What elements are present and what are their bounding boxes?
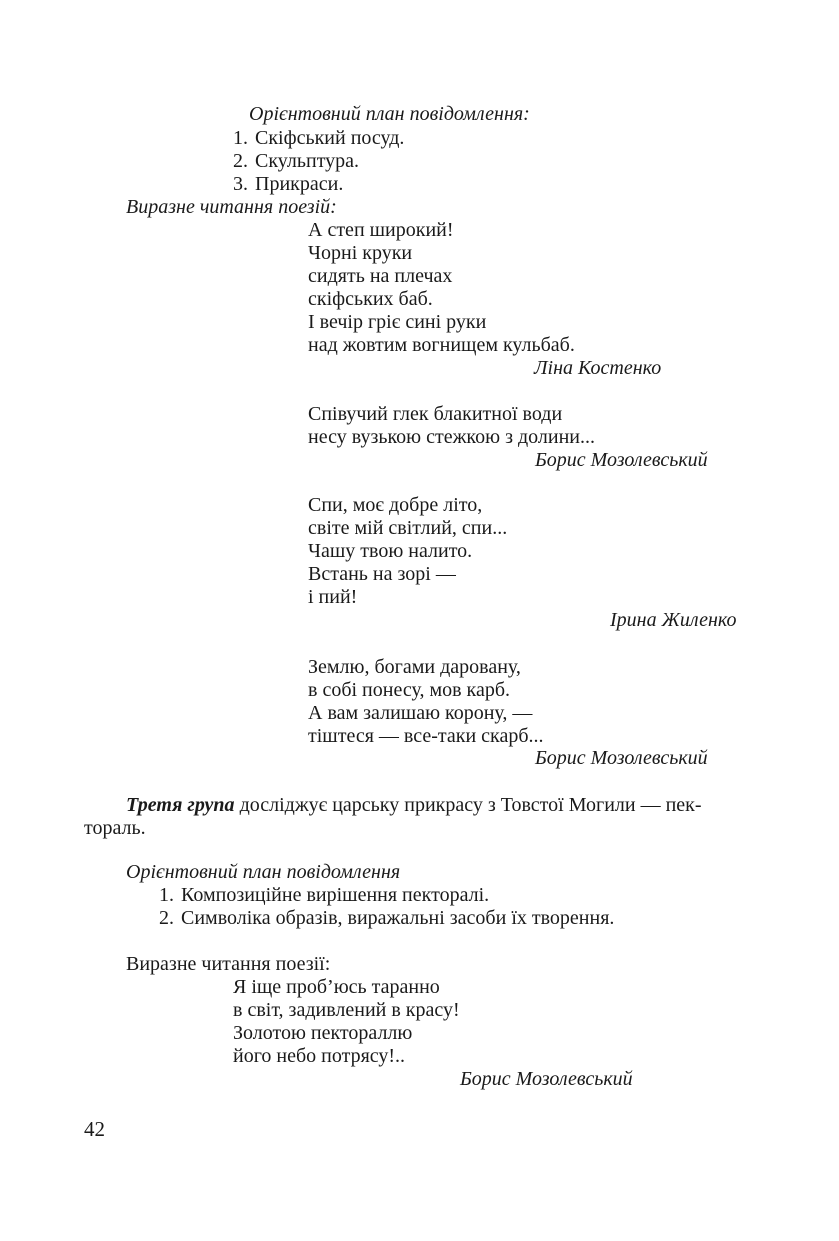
- plan2-item-1-text: Композиційне вирішення пекторалі.: [181, 884, 490, 906]
- plan2-item-2-text: Символіка образів, виражальні засоби їх творення.: [181, 907, 615, 929]
- plan1-item-3: [233, 173, 343, 196]
- poem3-line-5: і пий!: [308, 586, 358, 608]
- plan1-item-1-num: 1.: [233, 127, 248, 149]
- plan1-item-2: [233, 150, 359, 173]
- poem4-author: Борис Мозолевський: [535, 747, 708, 769]
- plan1-item-1: [233, 127, 404, 150]
- poem1-line-2: Чорні круки: [308, 242, 413, 264]
- poem3-line-1: Спи, моє добре літо,: [308, 494, 483, 516]
- poem1-line-3: сидять на плечах: [308, 265, 453, 287]
- poem2-author: Борис Мозолевський: [535, 449, 708, 471]
- poem1-line-4: скіфських баб.: [308, 288, 433, 310]
- poem2-line-1: Співучий глек блакитної води: [308, 403, 563, 425]
- poem4-line-4: тіштеся — все-таки скарб...: [308, 725, 544, 747]
- poem5-line-2: в світ, задивлений в красу!: [233, 999, 460, 1021]
- page-number: 42: [84, 1117, 105, 1141]
- group3-paragraph-line-2: тораль.: [84, 817, 146, 839]
- poem5-line-4: його небо потрясу!..: [233, 1045, 406, 1067]
- plan2-item-2-num: 2.: [159, 907, 174, 929]
- plan1-item-2-num: 2.: [233, 150, 248, 172]
- plan1-item-2-text: Скульптура.: [255, 150, 360, 172]
- poem2-line-2: несу вузькою стежкою з долини...: [308, 426, 595, 448]
- poem1-line-6: над жовтим вогнищем кульбаб.: [308, 334, 575, 356]
- poem5-author: Борис Мозолевський: [460, 1068, 633, 1090]
- poem3-line-2: світе мій світлий, спи...: [308, 517, 508, 539]
- plan1-item-3-text: Прикраси.: [255, 173, 344, 195]
- group3-bold-lead: Третя група: [126, 794, 235, 816]
- group3-paragraph-line-1: [126, 794, 702, 817]
- plan2-item-2: [159, 907, 614, 930]
- plan1-heading: Орієнтовний план повідомлення:: [249, 103, 530, 125]
- poem4-line-1: Землю, богами даровану,: [308, 656, 521, 678]
- plan1-item-3-num: 3.: [233, 173, 248, 195]
- plan2-heading: Орієнтовний план повідомлення: [126, 861, 401, 883]
- poem3-line-4: Встань на зорі —: [308, 563, 456, 585]
- plan2-item-1-num: 1.: [159, 884, 174, 906]
- poem3-author: Ірина Жиленко: [610, 609, 737, 631]
- poem5-line-3: Золотою пектораллю: [233, 1022, 413, 1044]
- group3-line1-rest: досліджує царську прикрасу з Товстої Могили — пек-: [234, 794, 702, 816]
- poem1-line-5: І вечір гріє сині руки: [308, 311, 487, 333]
- poem4-line-2: в собі понесу, мов карб.: [308, 679, 511, 701]
- poem3-line-3: Чашу твою налито.: [308, 540, 473, 562]
- plan2-item-1: [159, 884, 489, 907]
- poem1-line-1: А степ широкий!: [308, 219, 454, 241]
- poem5-line-1: Я іще проб’юсь таранно: [233, 976, 440, 998]
- reading2-heading: Виразне читання поезії:: [126, 953, 331, 975]
- poem4-line-3: А вам залишаю корону, —: [308, 702, 533, 724]
- poem1-author: Ліна Костенко: [534, 357, 662, 379]
- plan1-item-1-text: Скіфський посуд.: [255, 127, 405, 149]
- reading1-heading: Виразне читання поезій:: [126, 196, 337, 218]
